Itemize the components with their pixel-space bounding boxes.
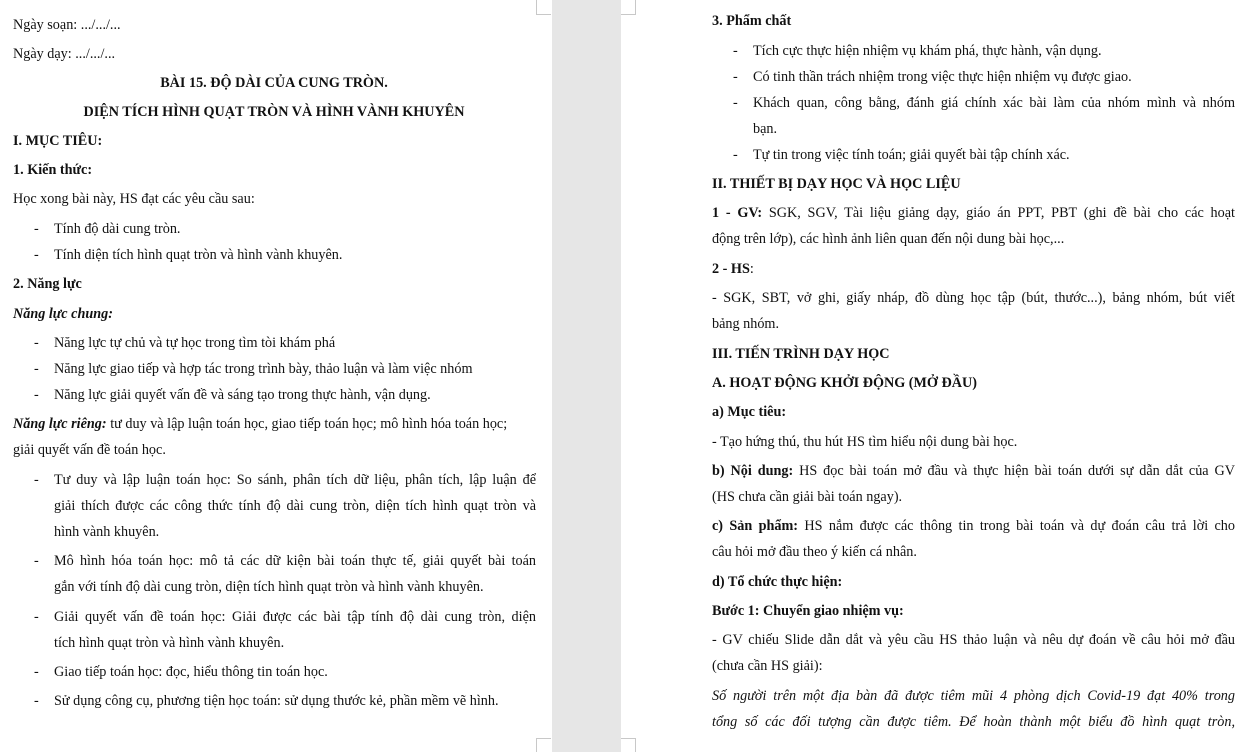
list-item: Tự tin trong việc tính toán; giải quyết bài tập chính xác. xyxy=(753,147,1070,163)
subsection-heading: 3. Phẩm chất xyxy=(712,13,792,29)
paragraph xyxy=(13,415,507,433)
bullet-dash: - xyxy=(733,147,738,163)
inline-label: Năng lực riêng: xyxy=(13,416,107,432)
bullet-dash: - xyxy=(34,553,39,569)
subsection-heading: Năng lực chung: xyxy=(13,306,113,322)
subsection-heading: d) Tổ chức thực hiện: xyxy=(712,574,843,590)
list-item: Tính độ dài cung tròn. xyxy=(54,221,181,237)
paragraph xyxy=(712,517,1235,535)
list-item: Năng lực tự chủ và tự học trong tìm tòi khám phá xyxy=(54,335,336,351)
paragraph: - SGK, SBT, vở ghi, giấy nháp, đồ dùng học tập (bút, thước...), bảng nhóm, bút viết xyxy=(712,290,1235,306)
inline-label: c) Sản phẩm: xyxy=(712,518,799,534)
paragraph xyxy=(712,204,1235,222)
inline-label: b) Nội dung: xyxy=(712,463,794,479)
bullet-dash: - xyxy=(34,609,39,625)
paragraph-continued: giải quyết vấn đề toán học. xyxy=(13,442,166,458)
bullet-dash: - xyxy=(34,693,39,709)
inline-text: HS đọc bài toán mở đầu và thực hiện bài toán dưới sự dẫn dắt của GV xyxy=(793,463,1236,479)
bullet-dash: - xyxy=(34,221,39,237)
subsection-heading: 1. Kiến thức: xyxy=(13,162,93,178)
section-heading: I. MỤC TIÊU: xyxy=(13,133,103,149)
subsection-heading: a) Mục tiêu: xyxy=(712,404,787,420)
problem-text: Số người trên một địa bàn đã được tiêm mũi 4 phòng dịch Covid-19 đạt 40% trong xyxy=(712,688,1235,704)
bullet-dash: - xyxy=(34,664,39,680)
bullet-dash: - xyxy=(34,472,39,488)
list-item: Tư duy và lập luận toán học: So sánh, phân tích dữ liệu, phân tích, lập luận để xyxy=(54,472,536,488)
lesson-title: BÀI 15. ĐỘ DÀI CỦA CUNG TRÒN. xyxy=(160,75,388,91)
list-item: Tích cực thực hiện nhiệm vụ khám phá, thực hành, vận dụng. xyxy=(753,43,1102,59)
list-item: Tính diện tích hình quạt tròn và hình vành khuyên. xyxy=(54,247,343,263)
bullet-dash: - xyxy=(733,95,738,111)
list-item-continued: hình vành khuyên. xyxy=(54,524,160,540)
inline-text: tư duy và lập luận toán học, giao tiếp toán học; mô hình hóa toán học; xyxy=(106,416,508,432)
paragraph: - Tạo hứng thú, thu hút HS tìm hiểu nội dung bài học. xyxy=(712,434,1018,450)
bullet-dash: - xyxy=(733,43,738,59)
bullet-dash: - xyxy=(34,247,39,263)
paragraph xyxy=(712,260,754,278)
step-heading: Bước 1: Chuyển giao nhiệm vụ: xyxy=(712,603,904,619)
bullet-dash: - xyxy=(34,335,39,351)
ngay-day: Ngày dạy: .../.../... xyxy=(13,46,116,62)
paragraph-continued: động trên lớp), các hình ảnh liên quan đến nội dung bài học,... xyxy=(712,231,1065,247)
list-item-continued: bạn. xyxy=(753,121,778,137)
list-item-continued: gắn với tính độ dài cung tròn, diện tích hình quạt tròn và hình vành khuyên. xyxy=(54,579,484,595)
list-item: Sử dụng công cụ, phương tiện học toán: sử dụng thước kẻ, phần mềm vẽ hình. xyxy=(54,693,499,709)
inline-text: HS nắm được các thông tin trong bài toán và dự đoán câu trả lời cho xyxy=(798,518,1235,534)
inline-label: 2 - HS xyxy=(712,261,750,277)
list-item: Mô hình hóa toán học: mô tả các dữ kiện bài toán thực tế, giải quyết bài toán xyxy=(54,553,536,569)
list-item: Giao tiếp toán học: đọc, hiểu thông tin toán học. xyxy=(54,664,328,680)
paragraph-continued: (chưa cần HS giải): xyxy=(712,658,823,674)
problem-text: tổng số các đối tượng cần được tiêm. Để hoàn thành một biểu đồ hình quạt tròn, xyxy=(712,714,1235,730)
paragraph: - GV chiếu Slide dẫn dắt và yêu cầu HS thảo luận và nêu dự đoán về câu hỏi mở đầu xyxy=(712,632,1235,648)
list-item: Giải quyết vấn đề toán học: Giải được các bài tập tính độ dài cung tròn, diện xyxy=(54,609,536,625)
paragraph xyxy=(712,462,1235,480)
section-heading: III. TIẾN TRÌNH DẠY HỌC xyxy=(712,346,890,362)
inline-text: : xyxy=(749,261,754,277)
ngay-soan: Ngày soạn: .../.../... xyxy=(13,17,121,33)
list-item: Khách quan, công bằng, đánh giá chính xác bài làm của nhóm mình và nhóm xyxy=(753,95,1235,111)
list-item-continued: tích hình quạt tròn và hình vành khuyên. xyxy=(54,635,285,651)
bullet-dash: - xyxy=(34,361,39,377)
paragraph-continued: (HS chưa cần giải bài toán ngay). xyxy=(712,489,903,505)
inline-label: 1 - GV: xyxy=(712,205,763,221)
list-item: Năng lực giao tiếp và hợp tác trong trình bày, thảo luận và làm việc nhóm xyxy=(54,361,473,377)
list-item: Năng lực giải quyết vấn đề và sáng tạo trong thực hành, vận dụng. xyxy=(54,387,431,403)
section-heading: II. THIẾT BỊ DẠY HỌC VÀ HỌC LIỆU xyxy=(712,176,961,192)
bullet-dash: - xyxy=(34,387,39,403)
inline-text: SGK, SGV, Tài liệu giảng dạy, giáo án PPT, PBT (ghi đề bài cho các hoạt xyxy=(762,205,1235,221)
paragraph-continued: bảng nhóm. xyxy=(712,316,779,332)
section-heading: A. HOẠT ĐỘNG KHỞI ĐỘNG (MỞ ĐẦU) xyxy=(712,375,977,391)
lesson-subtitle: DIỆN TÍCH HÌNH QUẠT TRÒN VÀ HÌNH VÀNH KHUYÊN xyxy=(83,104,465,120)
list-item: Có tinh thần trách nhiệm trong việc thực hiện nhiệm vụ được giao. xyxy=(753,69,1132,85)
document-page-left xyxy=(0,0,552,752)
list-item-continued: giải thích được các công thức tính độ dài cung tròn, diện tích hình quạt tròn và xyxy=(54,498,536,514)
subsection-heading: 2. Năng lực xyxy=(13,276,82,292)
bullet-dash: - xyxy=(733,69,738,85)
document-page-right xyxy=(621,0,1247,752)
paragraph-continued: câu hỏi mở đầu theo ý kiến cá nhân. xyxy=(712,544,917,560)
paragraph: Học xong bài này, HS đạt các yêu cầu sau: xyxy=(13,191,255,207)
